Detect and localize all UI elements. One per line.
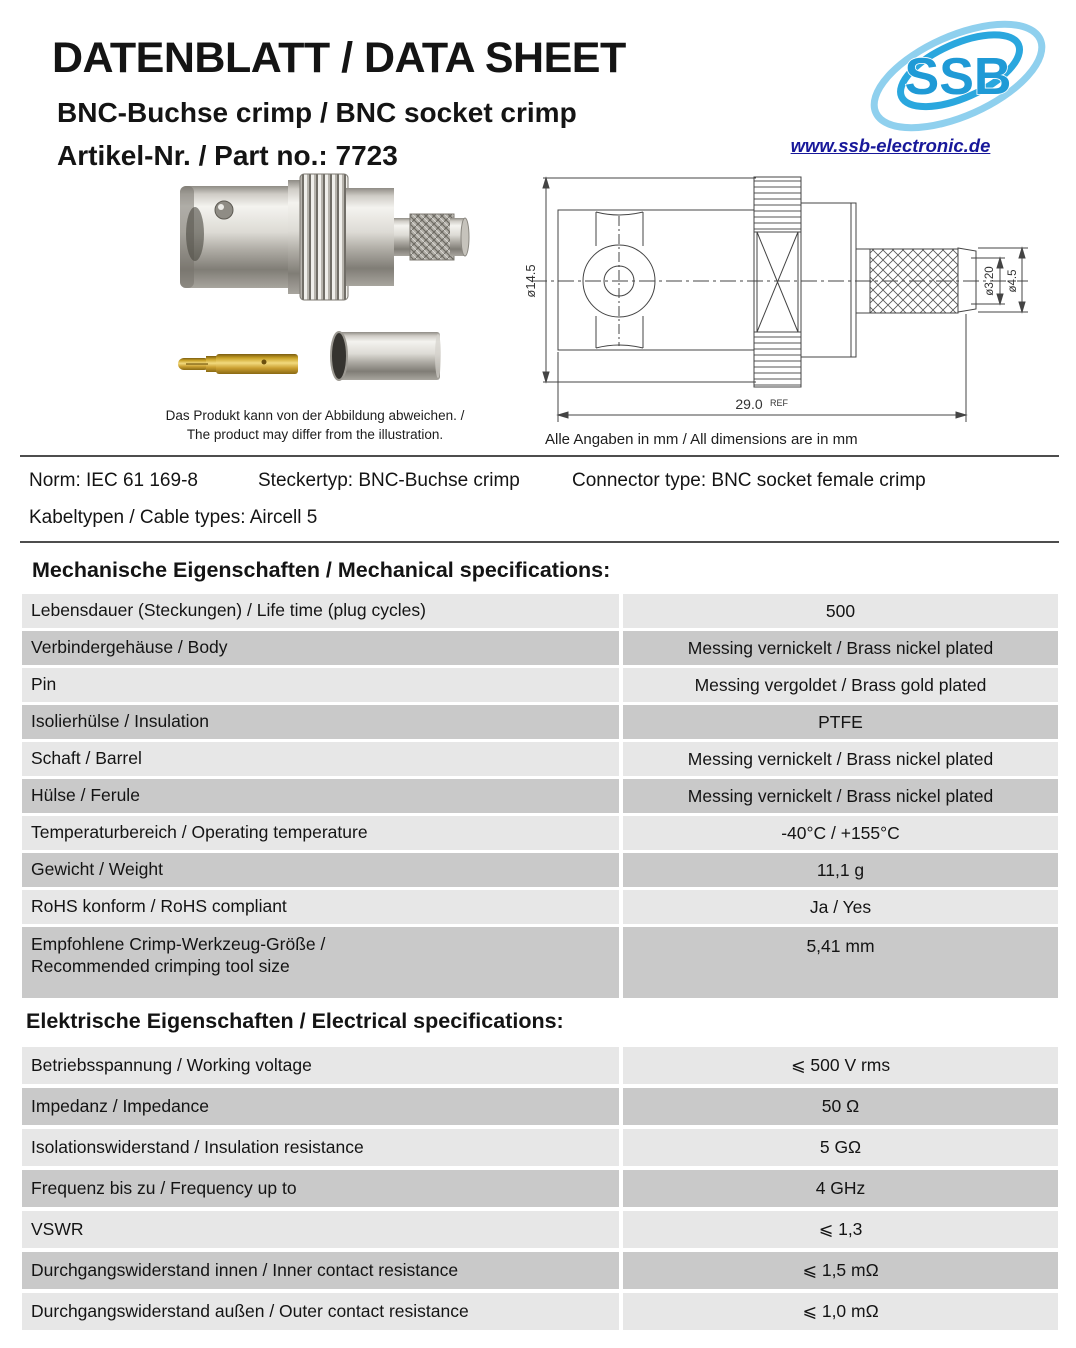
page-title: DATENBLATT / DATA SHEET <box>52 34 626 82</box>
dim-diameter-outer: ø4.5 <box>1007 269 1019 293</box>
electrical-table <box>22 1047 1058 1330</box>
spec-value: ⩽ 1,5 mΩ <box>623 1252 1058 1289</box>
part-number-line: Artikel-Nr. / Part no.: 7723 <box>57 140 398 171</box>
spec-value: ⩽ 500 V rms <box>623 1047 1058 1084</box>
norm-cable-types: Kabeltypen / Cable types: Aircell 5 <box>29 507 318 528</box>
spec-row <box>22 853 1058 887</box>
product-subtitle: BNC-Buchse crimp / BNC socket crimp <box>57 97 577 128</box>
spec-label: Schaft / Barrel <box>22 742 619 776</box>
spec-label: Frequenz bis zu / Frequency up to <box>22 1170 619 1207</box>
spec-label: Impedanz / Impedance <box>22 1088 619 1125</box>
spec-row <box>22 1129 1058 1166</box>
spec-row <box>22 742 1058 776</box>
spec-value: 5,41 mm <box>623 927 1058 998</box>
product-photo <box>150 172 480 404</box>
spec-row <box>22 1293 1058 1330</box>
dim-length: 29.0 <box>735 396 763 412</box>
spec-value: 500 <box>623 594 1058 628</box>
spec-label: Gewicht / Weight <box>22 853 619 887</box>
spec-row <box>22 631 1058 665</box>
spec-row <box>22 779 1058 813</box>
norm-connector-type: Connector type: BNC socket female crimp <box>572 470 926 491</box>
spec-row <box>22 890 1058 924</box>
photo-disclaimer: Das Produkt kann von der Abbildung abweichen. / The product may differ from the illustration. <box>165 408 465 442</box>
spec-row <box>22 1088 1058 1125</box>
spec-label: Hülse / Ferule <box>22 779 619 813</box>
spec-label: Pin <box>22 668 619 702</box>
mechanical-heading: Mechanische Eigenschaften / Mechanical specifications: <box>32 558 611 582</box>
spec-label: Durchgangswiderstand außen / Outer contact resistance <box>22 1293 619 1330</box>
spec-value: Messing vergoldet / Brass gold plated <box>623 668 1058 702</box>
dim-length-ref: REF <box>770 398 788 408</box>
spec-value: ⩽ 1,3 <box>623 1211 1058 1248</box>
spec-value: Messing vernickelt / Brass nickel plated <box>623 631 1058 665</box>
connector-body-photo <box>180 174 469 300</box>
website-link[interactable]: www.ssb-electronic.de <box>790 135 991 156</box>
electrical-heading: Elektrische Eigenschaften / Electrical specifications: <box>26 1009 564 1033</box>
spec-label: Temperaturbereich / Operating temperature <box>22 816 619 850</box>
spec-row <box>22 705 1058 739</box>
spec-label: Durchgangswiderstand innen / Inner contact resistance <box>22 1252 619 1289</box>
spec-row <box>22 816 1058 850</box>
spec-row <box>22 668 1058 702</box>
spec-label: Isolierhülse / Insulation <box>22 705 619 739</box>
ferrule-photo <box>331 332 441 380</box>
spec-row <box>22 1170 1058 1207</box>
norm-section <box>20 455 1059 543</box>
spec-value: Messing vernickelt / Brass nickel plated <box>623 742 1058 776</box>
spec-row <box>22 1252 1058 1289</box>
spec-label: Empfohlene Crimp-Werkzeug-Größe / Recommended crimping tool size <box>22 927 619 998</box>
spec-row <box>22 1211 1058 1248</box>
center-pin-photo <box>178 354 298 374</box>
spec-row <box>22 1047 1058 1084</box>
spec-value: Messing vernickelt / Brass nickel plated <box>623 779 1058 813</box>
dim-diameter-body: ø14.5 <box>523 264 538 298</box>
norm-standard: Norm: IEC 61 169-8 <box>29 470 198 491</box>
spec-value: PTFE <box>623 705 1058 739</box>
spec-label: Verbindergehäuse / Body <box>22 631 619 665</box>
norm-steckertyp: Steckertyp: BNC-Buchse crimp <box>258 470 520 491</box>
spec-value: -40°C / +155°C <box>623 816 1058 850</box>
spec-value: 50 Ω <box>623 1088 1058 1125</box>
ssb-logo <box>858 20 1058 132</box>
spec-row <box>22 594 1058 628</box>
spec-value: 4 GHz <box>623 1170 1058 1207</box>
spec-label: VSWR <box>22 1211 619 1248</box>
ssb-logo-text: SSB <box>904 48 1012 106</box>
dim-diameter-inner: ø3.20 <box>984 266 996 296</box>
spec-label: RoHS konform / RoHS compliant <box>22 890 619 924</box>
spec-value: ⩽ 1,0 mΩ <box>623 1293 1058 1330</box>
spec-label: Lebensdauer (Steckungen) / Life time (plug cycles) <box>22 594 619 628</box>
technical-drawing <box>523 160 1068 428</box>
dimensions-note: Alle Angaben in mm / All dimensions are in mm <box>545 431 858 448</box>
spec-label: Betriebsspannung / Working voltage <box>22 1047 619 1084</box>
spec-value: 5 GΩ <box>623 1129 1058 1166</box>
spec-value: Ja / Yes <box>623 890 1058 924</box>
mechanical-table <box>22 594 1058 998</box>
spec-value: 11,1 g <box>623 853 1058 887</box>
spec-label: Isolationswiderstand / Insulation resistance <box>22 1129 619 1166</box>
spec-row <box>22 927 1058 998</box>
